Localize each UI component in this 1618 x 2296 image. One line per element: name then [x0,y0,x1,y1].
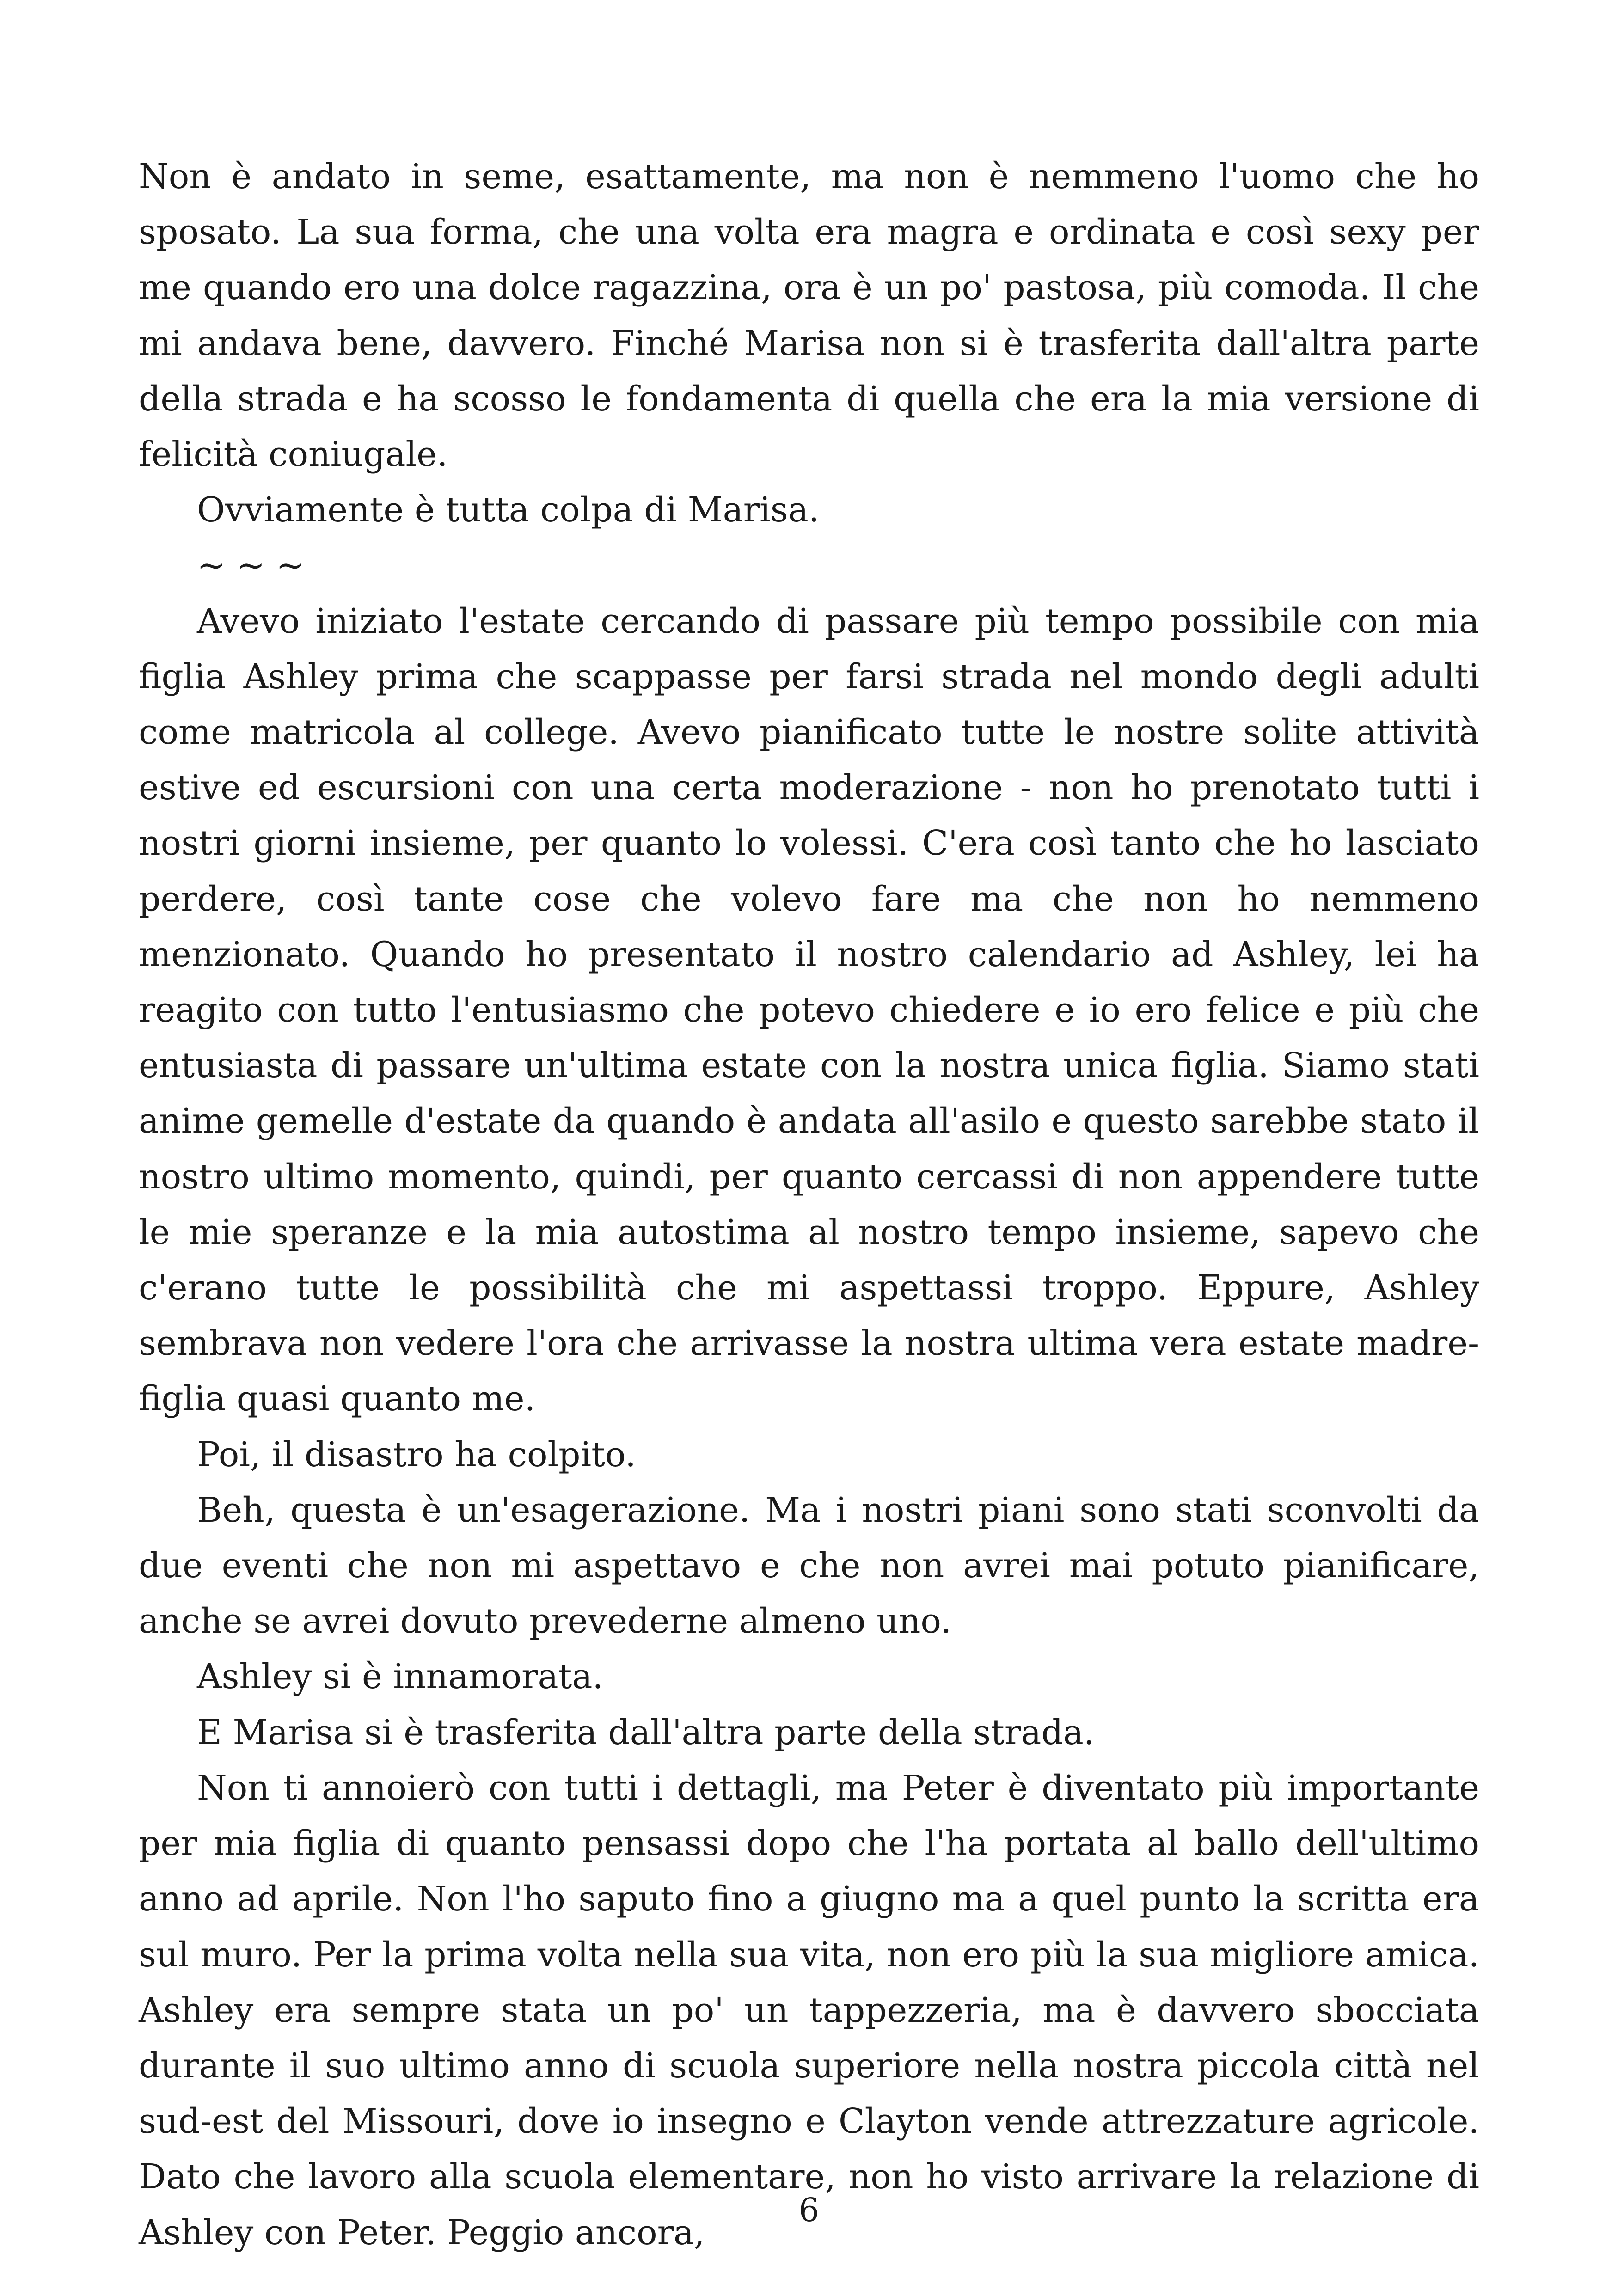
paragraph: Ashley si è innamorata. [197,1657,604,1697]
paragraph: Avevo iniziato l'estate cercando di passare più tempo possibile con mia figlia Ashley prima che scappasse per farsi strada nel mondo degli adulti come matricola al college. Avevo pianificato tutte le nostre solite attività estive ed escursioni con una certa moderazione - non ho prenotato tutti i nostri giorni insieme, per quanto lo volessi. C'era così tanto che ho lasciato perdere, così tante cose che volevo fare ma che non ho nemmeno menzionato. Quando ho presentato il nostro calendario ad Ashley, lei ha reagito con tutto l'entusiasmo che potevo chiedere e io ero felice e più che entusiasta di passare un'ultima estate con la nostra unica figlia. Siamo stati anime gemelle d'estate da quando è andata all'asilo e questo sarebbe stato il nostro ultimo momento, quindi, per quanto cercassi di non appendere tutte le mie speranze e la mia autostima al nostro tempo insieme, sapevo che c'erano tutte le possibilità che mi aspettassi troppo. Eppure, Ashley sembrava non vedere l'ora che arrivasse la nostra ultima vera estate madre-figlia quasi quanto me. [139,601,1479,1419]
paragraph: Beh, questa è un'esagerazione. Ma i nostri piani sono stati sconvolti da due eventi che non mi aspettavo e che non avrei mai potuto pianificare, anche se avrei dovuto prevederne almeno uno. [139,1490,1479,1641]
paragraph: E Marisa si è trasferita dall'altra parte della strada. [197,1712,1095,1752]
body-text [139,149,1479,2260]
page-number: 6 [798,2191,820,2229]
paragraph: Poi, il disastro ha colpito. [197,1434,636,1475]
section-break: ~ ~ ~ [197,545,305,586]
paragraph: Non è andato in seme, esattamente, ma non è nemmeno l'uomo che ho sposato. La sua forma, che una volta era magra e ordinata e così sexy per me quando ero una dolce ragazzina, ora è un po' pastosa, più comoda. Il che mi andava bene, davvero. Finché Marisa non si è trasferita dall'altra parte della strada e ha scosso le fondamenta di quella che era la mia versione di felicità coniugale. [139,157,1479,475]
paragraph: Ovviamente è tutta colpa di Marisa. [197,490,820,530]
paragraph: Non ti annoierò con tutti i dettagli, ma Peter è diventato più importante per mia figlia di quanto pensassi dopo che l'ha portata al ballo dell'ultimo anno ad aprile. Non l'ho saputo fino a giugno ma a quel punto la scritta era sul muro. Per la prima volta nella sua vita, non ero più la sua migliore amica. Ashley era sempre stata un po' un tappezzeria, ma è davvero sbocciata durante il suo ultimo anno di scuola superiore nella nostra piccola città nel sud-est del Missouri, dove io insegno e Clayton vende attrezzature agricole. Dato che lavoro alla scuola elementare, non ho visto arrivare la relazione di Ashley con Peter. Peggio ancora, [139,1768,1479,2253]
